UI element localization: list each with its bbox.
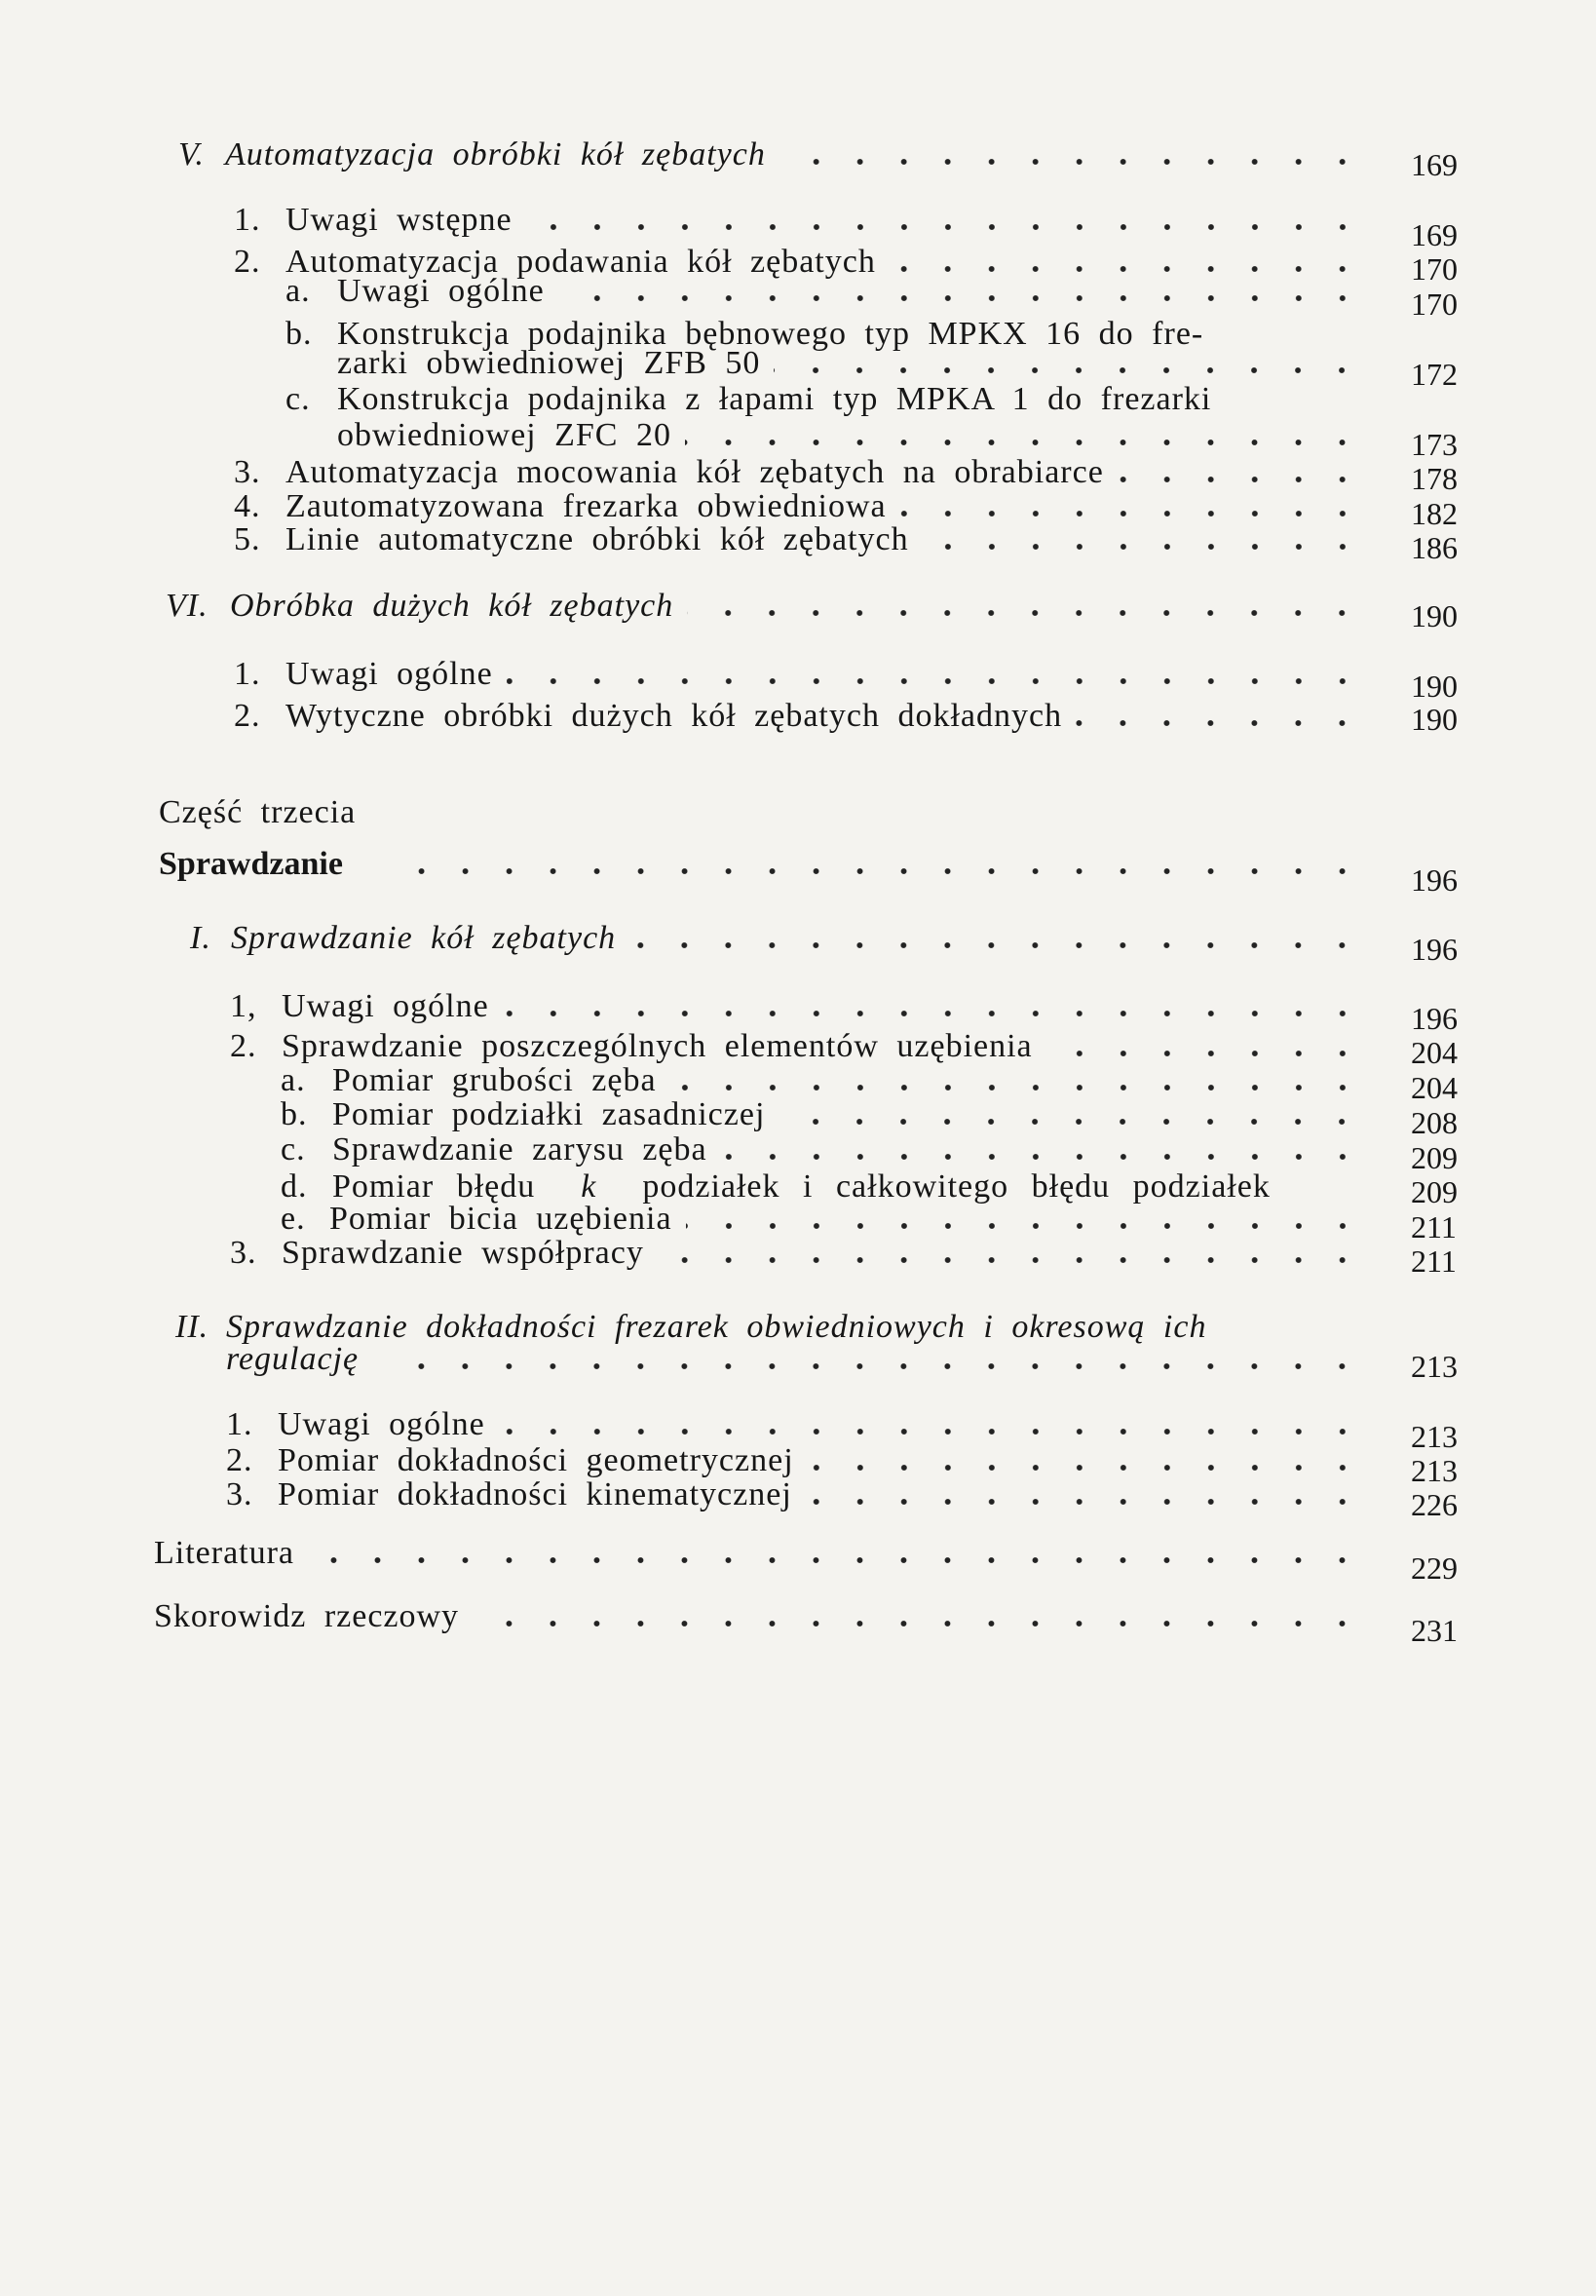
item-number: a. (285, 273, 311, 309)
item-number: 1. (226, 1406, 253, 1442)
dot-leader (388, 1360, 1364, 1372)
dot-leader (382, 865, 1364, 877)
item-number: 3. (230, 1235, 257, 1271)
toc-item (234, 696, 1364, 735)
dot-leader (774, 364, 1364, 376)
toc-subitem (281, 1060, 1364, 1099)
part-label: Część trzecia (159, 794, 357, 830)
item-title: Pomiar bicia uzębienia (329, 1201, 672, 1237)
chapter-number: II. (175, 1309, 209, 1345)
item-title: Uwagi ogólne (337, 273, 545, 309)
page-number: 213 (1411, 1419, 1458, 1454)
page-number: 170 (1411, 287, 1458, 322)
item-title: Uwagi ogólne (285, 656, 493, 692)
chapter-title: regulację (226, 1341, 360, 1377)
dot-leader (670, 1082, 1364, 1093)
toc-subitem (285, 271, 1364, 310)
toc-chapter-VI (166, 586, 1364, 625)
dot-leader (629, 939, 1364, 951)
dot-leader (1076, 717, 1364, 729)
dot-leader (658, 1254, 1364, 1266)
item-number: c. (281, 1131, 306, 1167)
item-number: 2. (234, 698, 261, 734)
item-title: Sprawdzanie współpracy (282, 1235, 644, 1271)
item-title: obwiedniowej ZFC 20 (337, 417, 671, 453)
item-title: Zautomatyzowana frezarka obwiedniowa (285, 488, 887, 524)
item-number: d. (281, 1168, 308, 1205)
part-title (159, 844, 1364, 883)
dot-leader (503, 1008, 1364, 1019)
item-title: Automatyzacja mocowania kół zębatych na obrabiarce (285, 454, 1104, 490)
item-title: Sprawdzanie zarysu zęba (332, 1131, 707, 1167)
page-number: 196 (1411, 932, 1458, 967)
item-title: Literatura (154, 1535, 295, 1571)
page-number: 213 (1411, 1453, 1458, 1488)
toc-item (234, 654, 1364, 693)
dot-leader (558, 292, 1364, 304)
toc-subitem (281, 1199, 1364, 1238)
toc-item (230, 986, 1364, 1025)
item-title: Linie automatyczne obróbki kół zębatych (285, 521, 909, 557)
item-number: 3. (226, 1476, 253, 1512)
page-number: 196 (1411, 862, 1458, 898)
dot-leader (499, 1426, 1364, 1437)
page-number: 190 (1411, 702, 1458, 737)
toc-item (226, 1404, 1364, 1443)
dot-leader (507, 675, 1364, 687)
dot-leader (498, 1618, 1364, 1629)
page-number: 231 (1411, 1613, 1458, 1648)
dot-leader (323, 1554, 1364, 1566)
item-title: Automatyzacja podawania kół zębatych (285, 244, 876, 280)
item-number: e. (281, 1201, 306, 1237)
toc-subitem (281, 1129, 1364, 1168)
chapter-title: Automatyzacja obróbki kół zębatych (225, 136, 766, 172)
chapter-number: V. (178, 136, 205, 172)
dot-leader (687, 607, 1364, 619)
toc-subitem (285, 379, 1211, 418)
page-number: 196 (1411, 1001, 1458, 1036)
toc-item (226, 1440, 1364, 1479)
toc-item (234, 452, 1364, 491)
dot-leader (900, 508, 1364, 519)
item-number: b. (285, 316, 313, 352)
toc-item (226, 1474, 1364, 1513)
item-title: Sprawdzanie poszczególnych elementów uzębienia (282, 1028, 1033, 1064)
toc-chapter-continued (226, 1339, 1364, 1378)
page-number: 173 (1411, 427, 1458, 462)
dot-leader (779, 1116, 1364, 1128)
part-title-text: Sprawdzanie (159, 846, 343, 882)
toc-chapter-V (178, 134, 1364, 173)
item-title: Wytyczne obróbki dużych kół zębatych dokładnych (285, 698, 1063, 734)
item-title: Uwagi ogólne (278, 1406, 485, 1442)
toc-subitem (281, 1094, 1364, 1133)
item-title: Skorowidz rzeczowy (154, 1598, 460, 1634)
item-title-variable: k (581, 1168, 597, 1205)
item-number: 1. (234, 656, 261, 692)
dot-leader (685, 437, 1364, 448)
page-number: 169 (1411, 147, 1458, 182)
page-number: 178 (1411, 461, 1458, 496)
item-number: 2. (230, 1028, 257, 1064)
page-number: 169 (1411, 217, 1458, 252)
item-title: Pomiar dokładności kinematycznej (278, 1476, 792, 1512)
item-number: 2. (234, 244, 261, 280)
page-number: 226 (1411, 1487, 1458, 1522)
item-title: Konstrukcja podajnika z łapami typ MPKA 1 do frezarki (337, 381, 1212, 417)
toc-chapter-I (190, 918, 1364, 957)
chapter-title: Obróbka dużych kół zębatych (230, 588, 674, 624)
item-title: podziałek i całkowitego błędu podziałek (642, 1168, 1271, 1205)
item-number: 5. (234, 521, 261, 557)
item-number: a. (281, 1062, 306, 1098)
dot-leader (806, 1496, 1364, 1508)
item-number: 1, (230, 988, 257, 1024)
item-number: 2. (226, 1442, 253, 1478)
page-number: 209 (1411, 1140, 1458, 1175)
item-number: 4. (234, 488, 261, 524)
page-number: 186 (1411, 530, 1458, 565)
page-number: 211 (1411, 1244, 1457, 1279)
dot-leader (1046, 1048, 1364, 1059)
item-title: Uwagi ogólne (282, 988, 489, 1024)
page-number: 182 (1411, 496, 1458, 531)
toc-subitem-continued (337, 343, 1364, 382)
item-title: Pomiar grubości zęba (332, 1062, 657, 1098)
dot-leader (779, 156, 1364, 168)
dot-leader (1118, 474, 1364, 485)
dot-leader (923, 541, 1364, 553)
toc-item (234, 519, 1364, 558)
item-title: Pomiar dokładności geometrycznej (278, 1442, 794, 1478)
toc-item (234, 200, 1364, 239)
page-number: 190 (1411, 669, 1458, 704)
page-number: 204 (1411, 1035, 1458, 1070)
toc-item (230, 1233, 1364, 1272)
item-number: 1. (234, 202, 261, 238)
item-title: Pomiar błędu (332, 1168, 536, 1205)
chapter-title: Sprawdzanie kół zębatych (231, 920, 617, 956)
chapter-number: I. (190, 920, 211, 956)
chapter-title: Sprawdzanie dokładności frezarek obwiedniowych i okresową ich (226, 1309, 1207, 1345)
item-title: zarki obwiedniowej ZFB 50 (337, 345, 761, 381)
page-number: 172 (1411, 357, 1458, 392)
item-title: Uwagi wstępne (285, 202, 513, 238)
toc-index (154, 1596, 1364, 1635)
item-number: b. (281, 1096, 308, 1132)
page-number: 190 (1411, 598, 1458, 633)
chapter-number: VI. (166, 588, 209, 624)
page-number: 211 (1411, 1209, 1457, 1244)
page-number: 213 (1411, 1349, 1458, 1384)
toc-subitem-continued (337, 415, 1364, 454)
dot-leader (808, 1462, 1364, 1473)
item-title: Pomiar podziałki zasadniczej (332, 1096, 766, 1132)
page-number: 208 (1411, 1105, 1458, 1140)
dot-leader (526, 221, 1364, 233)
item-number: c. (285, 381, 311, 417)
item-number: 3. (234, 454, 261, 490)
toc-literature (154, 1533, 1364, 1572)
page-number: 204 (1411, 1070, 1458, 1105)
page-number: 170 (1411, 251, 1458, 287)
dot-leader (686, 1220, 1364, 1232)
toc-item (230, 1026, 1364, 1065)
page-number: 209 (1411, 1174, 1458, 1209)
page-number: 229 (1411, 1550, 1458, 1586)
dot-leader (721, 1151, 1364, 1163)
item-title: Konstrukcja podajnika bębnowego typ MPKX 16 do fre- (337, 316, 1204, 352)
